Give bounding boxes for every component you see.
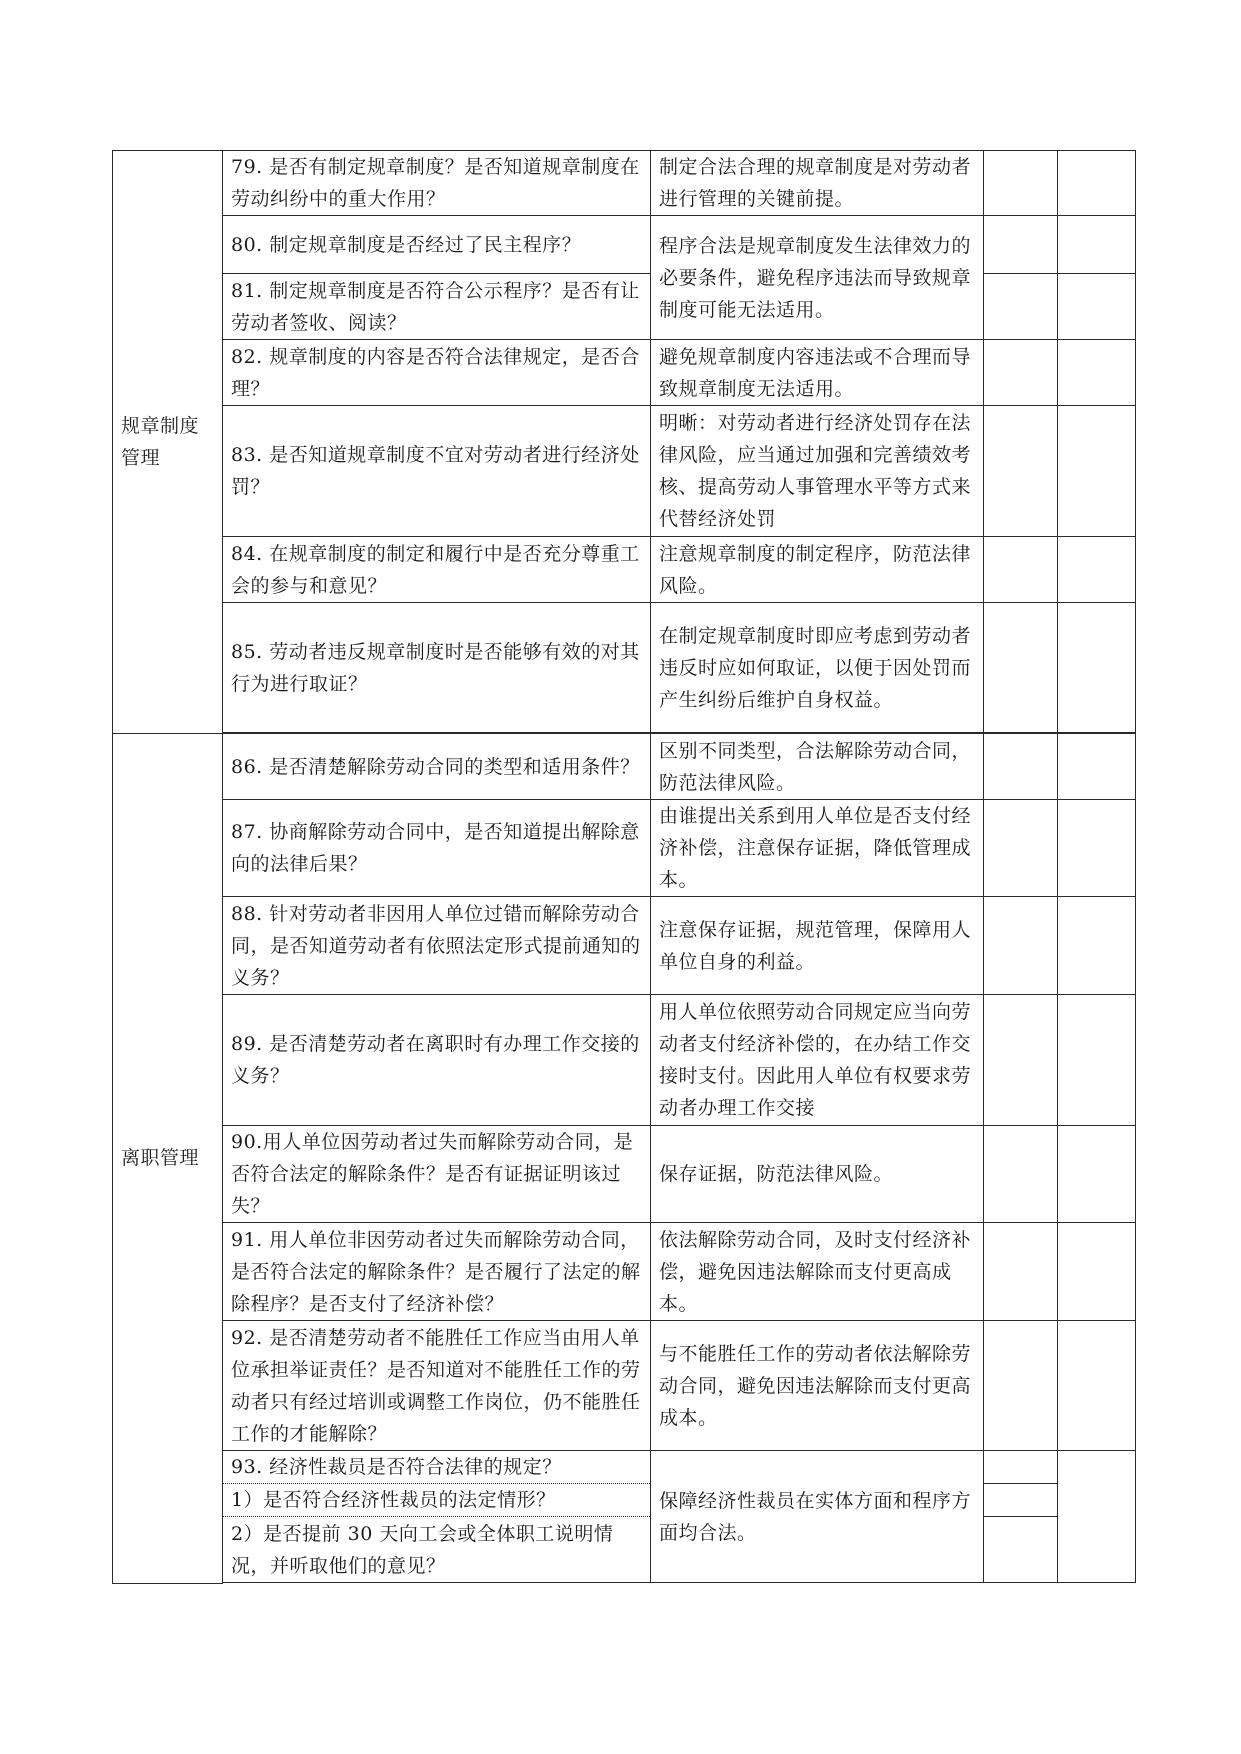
question-cell: 93. 经济性裁员是否符合法律的规定？: [223, 1451, 651, 1484]
table-row: [113, 216, 1136, 274]
table-row: [113, 734, 1136, 800]
check-cell[interactable]: [984, 1321, 1058, 1451]
table-row: [113, 1223, 1136, 1321]
table-row: [113, 406, 1136, 537]
checklist-table: [112, 150, 1136, 1584]
note-cell[interactable]: [1058, 1451, 1136, 1583]
question-cell: 83. 是否知道规章制度不宜对劳动者进行经济处罚？: [223, 406, 651, 537]
check-cell[interactable]: [984, 406, 1058, 537]
note-cell[interactable]: [1058, 1126, 1136, 1223]
check-cell[interactable]: [984, 1451, 1058, 1484]
table-row: [113, 800, 1136, 897]
answer-cell: 保存证据，防范法律风险。: [651, 1126, 984, 1223]
note-cell[interactable]: [1058, 340, 1136, 406]
note-cell[interactable]: [1058, 734, 1136, 800]
check-cell[interactable]: [984, 734, 1058, 800]
note-cell[interactable]: [1058, 537, 1136, 603]
check-cell[interactable]: [984, 274, 1058, 340]
answer-cell: 避免规章制度内容违法或不合理而导致规章制度无法适用。: [651, 340, 984, 406]
table-row: [113, 1451, 1136, 1484]
question-cell: 79. 是否有制定规章制度？是否知道规章制度在劳动纠纷中的重大作用？: [223, 151, 651, 216]
question-cell: 2）是否提前 30 天向工会或全体职工说明情况，并听取他们的意见？: [223, 1517, 651, 1583]
table-row: [113, 1126, 1136, 1223]
answer-cell: 与不能胜任工作的劳动者依法解除劳动合同，避免因违法解除而支付更高成本。: [651, 1321, 984, 1451]
check-cell[interactable]: [984, 1484, 1058, 1517]
table-row: [113, 995, 1136, 1126]
check-cell[interactable]: [984, 603, 1058, 733]
answer-cell: 用人单位依照劳动合同规定应当向劳动者支付经济补偿的，在办结工作交接时支付。因此用人单位有权要求劳动者办理工作交接: [651, 995, 984, 1126]
answer-cell: 制定合法合理的规章制度是对劳动者进行管理的关键前提。: [651, 151, 984, 216]
question-cell: 82. 规章制度的内容是否符合法律规定，是否合理？: [223, 340, 651, 406]
check-cell[interactable]: [984, 537, 1058, 603]
note-cell[interactable]: [1058, 800, 1136, 897]
note-cell[interactable]: [1058, 216, 1136, 274]
table-row: [113, 897, 1136, 995]
note-cell[interactable]: [1058, 603, 1136, 733]
note-cell[interactable]: [1058, 1223, 1136, 1321]
answer-cell: 程序合法是规章制度发生法律效力的必要条件，避免程序违法而导致规章制度可能无法适用。: [651, 216, 984, 340]
check-cell[interactable]: [984, 800, 1058, 897]
category-cell: 规章制度管理: [113, 151, 223, 734]
check-cell[interactable]: [984, 995, 1058, 1126]
question-cell: 87. 协商解除劳动合同中，是否知道提出解除意向的法律后果？: [223, 800, 651, 897]
answer-cell: 区别不同类型，合法解除劳动合同，防范法律风险。: [651, 734, 984, 800]
table-row: [113, 151, 1136, 216]
check-cell[interactable]: [984, 151, 1058, 216]
note-cell[interactable]: [1058, 1321, 1136, 1451]
table-row: [113, 603, 1136, 733]
check-cell[interactable]: [984, 216, 1058, 274]
answer-cell: 由谁提出关系到用人单位是否支付经济补偿，注意保存证据，降低管理成本。: [651, 800, 984, 897]
note-cell[interactable]: [1058, 995, 1136, 1126]
question-cell: 90.用人单位因劳动者过失而解除劳动合同，是否符合法定的解除条件？是否有证据证明该过失？: [223, 1126, 651, 1223]
question-cell: 88. 针对劳动者非因用人单位过错而解除劳动合同，是否知道劳动者有依照法定形式提前通知的义务？: [223, 897, 651, 995]
answer-cell: 依法解除劳动合同，及时支付经济补偿，避免因违法解除而支付更高成本。: [651, 1223, 984, 1321]
answer-cell: 注意规章制度的制定程序，防范法律风险。: [651, 537, 984, 603]
question-cell: 81. 制定规章制度是否符合公示程序？是否有让劳动者签收、阅读？: [223, 274, 651, 340]
question-cell: 80. 制定规章制度是否经过了民主程序？: [223, 216, 651, 274]
check-cell[interactable]: [984, 1517, 1058, 1583]
category-cell: 离职管理: [113, 734, 223, 1584]
table-row: [113, 1321, 1136, 1451]
check-cell[interactable]: [984, 897, 1058, 995]
check-cell[interactable]: [984, 1223, 1058, 1321]
answer-cell: 在制定规章制度时即应考虑到劳动者违反时应如何取证，以便于因处罚而产生纠纷后维护自身权益。: [651, 603, 984, 733]
note-cell[interactable]: [1058, 897, 1136, 995]
question-cell: 85. 劳动者违反规章制度时是否能够有效的对其行为进行取证？: [223, 603, 651, 733]
note-cell[interactable]: [1058, 151, 1136, 216]
note-cell[interactable]: [1058, 406, 1136, 537]
question-cell: 84. 在规章制度的制定和履行中是否充分尊重工会的参与和意见？: [223, 537, 651, 603]
answer-cell: 保障经济性裁员在实体方面和程序方面均合法。: [651, 1451, 984, 1583]
question-cell: 89. 是否清楚劳动者在离职时有办理工作交接的义务？: [223, 995, 651, 1126]
question-cell: 1）是否符合经济性裁员的法定情形？: [223, 1484, 651, 1517]
check-cell[interactable]: [984, 340, 1058, 406]
check-cell[interactable]: [984, 1126, 1058, 1223]
question-cell: 86. 是否清楚解除劳动合同的类型和适用条件？: [223, 734, 651, 800]
answer-cell: 注意保存证据，规范管理，保障用人单位自身的利益。: [651, 897, 984, 995]
table-row: [113, 537, 1136, 603]
question-cell: 91. 用人单位非因劳动者过失而解除劳动合同，是否符合法定的解除条件？是否履行了法定的解除程序？是否支付了经济补偿？: [223, 1223, 651, 1321]
answer-cell: 明晰：对劳动者进行经济处罚存在法律风险，应当通过加强和完善绩效考核、提高劳动人事管理水平等方式来代替经济处罚: [651, 406, 984, 537]
note-cell[interactable]: [1058, 274, 1136, 340]
question-cell: 92. 是否清楚劳动者不能胜任工作应当由用人单位承担举证责任？是否知道对不能胜任工作的劳动者只有经过培训或调整工作岗位，仍不能胜任工作的才能解除？: [223, 1321, 651, 1451]
table-row: [113, 340, 1136, 406]
